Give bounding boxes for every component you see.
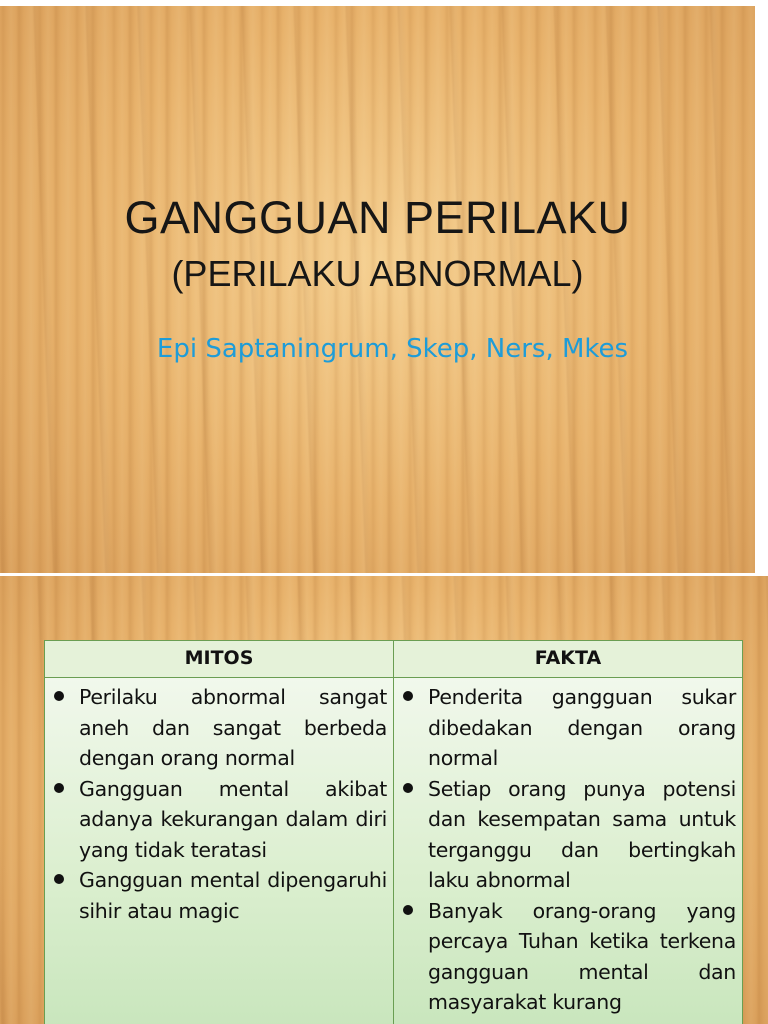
list-item	[51, 682, 387, 774]
table-slide	[0, 576, 768, 1024]
header-mitos: MITOS	[45, 641, 394, 677]
list-item	[400, 896, 736, 1018]
list-item-text: Penderita gangguan sukar dibedakan dengan orang normal	[428, 685, 736, 770]
slide-author: Epi Saptaningrum, Skep, Ners, Mkes	[156, 334, 629, 364]
list-item-text: Gangguan mental akibat adanya kekurangan dalam diri yang tidak teratasi	[79, 776, 387, 862]
title-slide	[0, 6, 755, 573]
fakta-cell	[394, 678, 742, 1024]
fakta-list	[400, 682, 736, 1018]
header-fakta: FAKTA	[534, 647, 602, 669]
bullet-icon	[54, 874, 64, 884]
table-body-row	[45, 678, 742, 1024]
list-item-text: Banyak orang-orang yang percaya Tuhan ketika terkena gangguan mental dan masyarakat kurang	[428, 898, 736, 1014]
mitos-list	[51, 682, 387, 926]
bullet-icon	[54, 691, 64, 701]
bullet-icon	[403, 691, 413, 701]
list-item	[400, 774, 736, 896]
list-item	[400, 682, 736, 774]
bullet-icon	[403, 905, 413, 915]
slide-title: GANGGUAN PERILAKU	[124, 192, 631, 243]
table-header-row	[45, 641, 742, 678]
list-item	[51, 865, 387, 926]
mitos-fakta-table	[44, 640, 743, 1024]
bullet-icon	[54, 783, 64, 793]
list-item-text: Gangguan mental dipengaruhi sihir atau magic	[79, 868, 387, 923]
list-item-text: Setiap orang punya potensi dan kesempatan sama untuk terganggu dan bertingkah laku abnormal	[428, 776, 736, 892]
bullet-icon	[403, 783, 413, 793]
list-item-text: Perilaku abnormal sangat aneh dan sangat berbeda dengan orang normal	[79, 685, 387, 770]
slide-subtitle: (PERILAKU ABNORMAL)	[171, 253, 584, 294]
mitos-cell	[45, 678, 394, 1024]
list-item	[51, 774, 387, 866]
